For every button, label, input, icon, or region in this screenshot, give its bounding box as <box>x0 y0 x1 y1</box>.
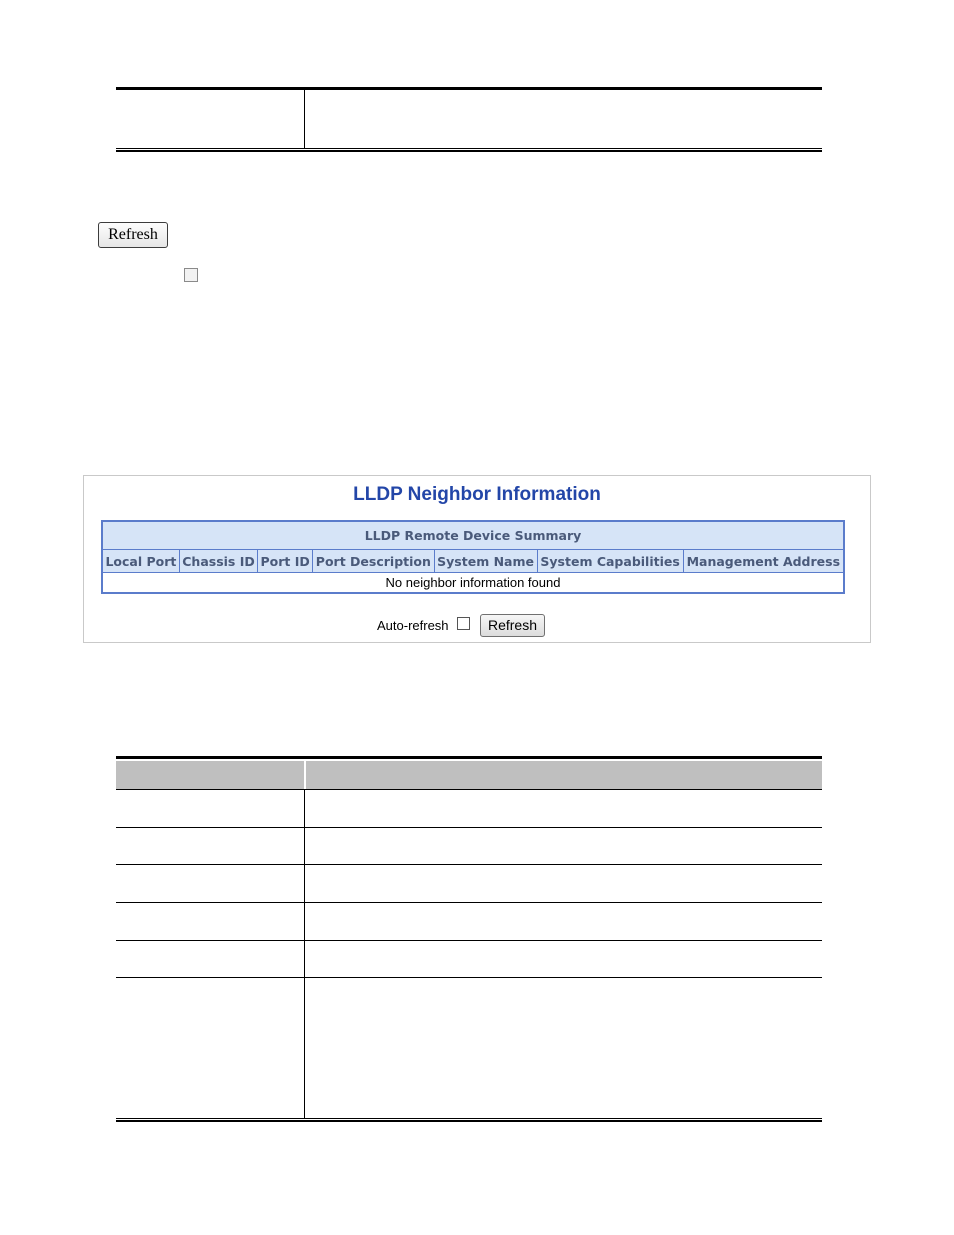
table-top-rule <box>116 87 822 90</box>
column-header-port-description: Port Description <box>313 550 434 573</box>
empty-table-message: No neighbor information found <box>385 575 561 590</box>
header-column-divider <box>304 761 306 789</box>
column-header-chassis-id: Chassis ID <box>179 550 257 573</box>
column-header-local-port: Local Port <box>102 550 179 573</box>
auto-refresh-checkbox[interactable] <box>457 617 470 630</box>
column-divider <box>304 90 305 148</box>
row-rule <box>116 827 822 828</box>
column-header-system-name: System Name <box>434 550 537 573</box>
column-header-port-id: Port ID <box>258 550 313 573</box>
table-bottom-rule <box>116 148 822 149</box>
refresh-button[interactable]: Refresh <box>480 614 545 637</box>
column-header-management-address: Management Address <box>683 550 844 573</box>
row-rule <box>116 789 822 790</box>
row-rule <box>116 977 822 978</box>
row-rule <box>116 902 822 903</box>
lldp-neighbor-panel <box>83 475 871 643</box>
row-rule <box>116 864 822 865</box>
auto-refresh-label: Auto-refresh <box>377 618 449 633</box>
object-description-table <box>116 756 822 1126</box>
checkbox-illustration[interactable] <box>184 268 198 282</box>
column-divider <box>304 789 305 1118</box>
table-summary-header: LLDP Remote Device Summary <box>102 521 844 550</box>
table-top-rule <box>116 756 822 759</box>
lldp-remote-device-table <box>101 520 845 594</box>
table-bottom-rule-double <box>116 150 822 152</box>
row-rule <box>116 940 822 941</box>
top-parameter-table <box>116 87 822 153</box>
table-bottom-rule <box>116 1118 822 1119</box>
refresh-button-illustration[interactable]: Refresh <box>98 222 168 248</box>
table-bottom-rule-double <box>116 1120 822 1122</box>
table-header-row <box>116 761 822 789</box>
page-title: LLDP Neighbor Information <box>353 484 601 505</box>
column-header-system-capabilities: System Capabilities <box>537 550 683 573</box>
